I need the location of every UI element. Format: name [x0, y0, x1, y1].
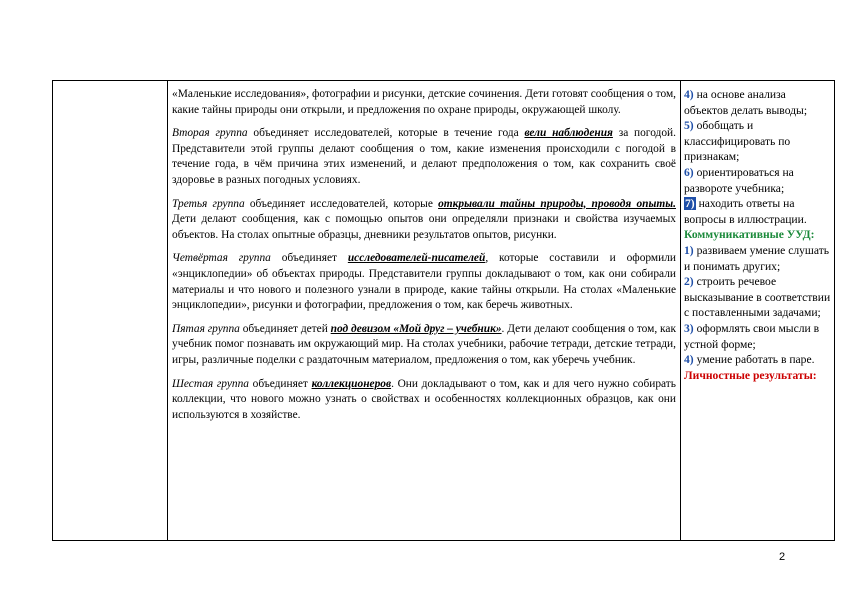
page-number: 2	[779, 551, 786, 563]
communicative-item-3: 3) оформлять свои мысли в устной форме;	[684, 321, 820, 351]
lesson-table	[52, 80, 835, 541]
personal-results-heading: Личностные результаты:	[684, 368, 817, 382]
paragraph-group-2: Вторая группа объединяет исследователей, которые в течение года вели наблюдения за погодой. Представители этой группы делают сообщения о том, какие изменения происходили с погодой в течение года, в чём причина этих изменений, и делают предположения о том, как сохранить своё здоровье в разных погодных условиях.	[172, 127, 676, 186]
outcome-item-4: 4) на основе анализа объектов делать выводы;	[684, 88, 808, 117]
paragraph-group-6: Шестая группа объединяет коллекционеров. Они докладывают о том, как и для чего нужно собирать коллекции, что нового можно узнать о свойствах и особенностях коллекционных образцов, как они используются в хозяйстве.	[172, 377, 676, 421]
paragraph-group-3: Третья группа объединяет исследователей, которые открывали тайны природы, проводя опыты. Дети делают сообщения, как с помощью опытов они определяли признаки и свойства изучаемых объектов. На столах опытные образцы, дневники результатов опытов, рисунки.	[172, 197, 676, 241]
communicative-item-1: 1) развиваем умение слушать и понимать других;	[684, 243, 830, 273]
communicative-item-2: 2) строить речевое высказывание в соответствии с поставленными задачами;	[684, 275, 831, 320]
communicative-heading: Коммуникативные УУД:	[684, 228, 815, 242]
communicative-item-4: 4) умение работать в паре.	[684, 353, 815, 367]
paragraph-group-5: Пятая группа объединяет детей под девизом «Мой друг – учебник». Дети делают сообщения о том, как учебник помог познавать им окружающий мир. На столах учебники, рабочие тетради, детские тетради, игры, различные поделки с раздаточным материалом, предложения о том, как уберечь учебник.	[172, 322, 676, 366]
activity-description-cell	[172, 87, 676, 423]
paragraph-intro: «Маленькие исследования», фотографии и рисунки, детские сочинения. Дети готовят сообщения о том, какие тайны природы они открыли, и предложения по охране природы, окружающей школу.	[172, 88, 676, 116]
outcome-item-7: 7) находить ответы на вопросы в иллюстрации.	[684, 197, 807, 226]
outcome-item-6: 6) ориентироваться на развороте учебника;	[684, 165, 794, 195]
column-divider-1	[167, 81, 168, 540]
learning-outcomes-cell	[684, 87, 832, 383]
outcome-item-5: 5) обобщать и классифицировать по признакам;	[684, 119, 791, 164]
paragraph-group-4: Четвёртая группа объединяет исследователей-писателей, которые составили и оформили «энциклопедии» об объектах природы. Представители группы докладывают о том, как они собирали материалы и что нового и полезного узнали в природе, какие тайны открыли. На столах «Маленькие энциклопедии», рисунки и фотографии, предложения о том, как беречь животных.	[172, 252, 676, 312]
column-divider-2	[680, 81, 681, 540]
